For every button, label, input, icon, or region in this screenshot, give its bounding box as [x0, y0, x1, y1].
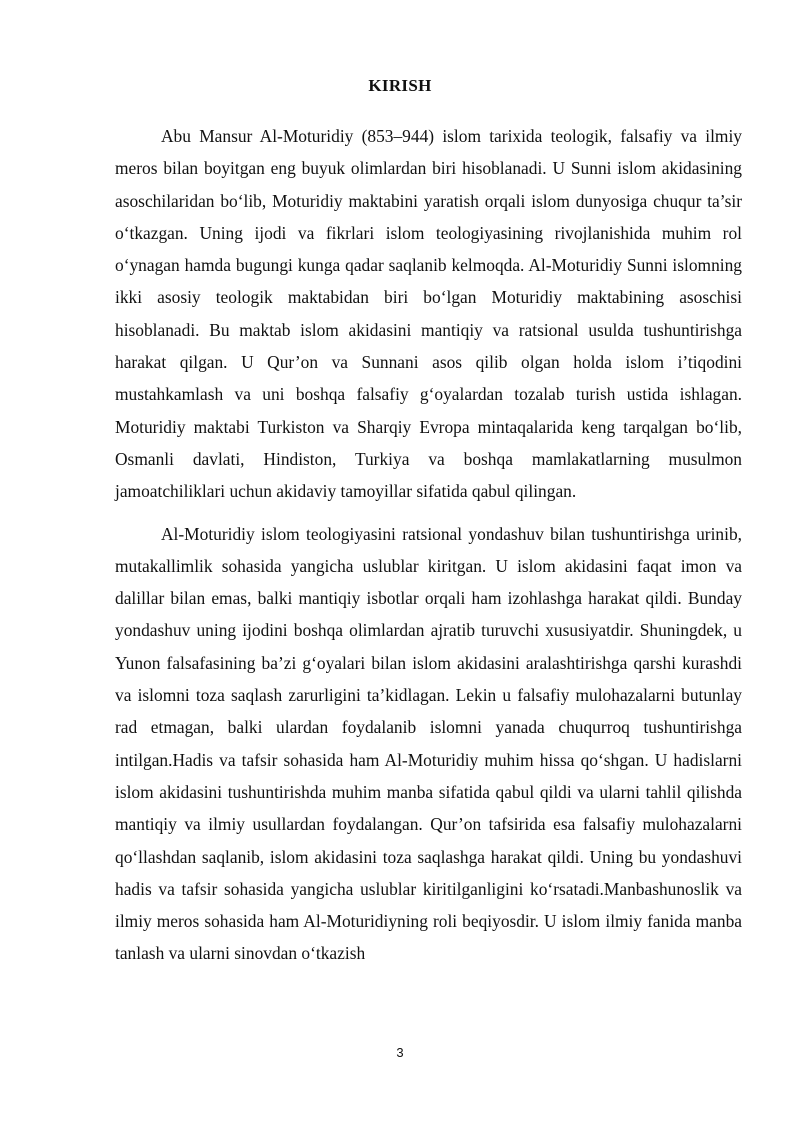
paragraph-1: Abu Mansur Al-Moturidiy (853–944) islom tarixida teologik, falsafiy va ilmiy meros bilan boyitgan eng buyuk olimlardan biri hisoblanadi. U Sunni islom akidasining asoschilaridan bo‘lib, Moturidiy maktabini yaratish orqali islom dunyosiga chuqur ta’sir o‘tkazgan. Uning ijodi va fikrlari islom teologiyasining rivojlanishida muhim rol o‘ynagan hamda bugungi kunga qadar saqlanib kelmoqda. Al-Moturidiy Sunni islomning ikki asosiy teologik maktabidan biri bo‘lgan Moturidiy maktabining asoschisi hisoblanadi. Bu maktab islom akidasini mantiqiy va ratsional usulda tushuntirishga harakat qilgan. U Qur’on va Sunnani asos qilib olgan holda islom i’tiqodini mustahkamlash va uni boshqa falsafiy g‘oyalardan tozalab turish ustida ishlagan. Moturidiy maktabi Turkiston va Sharqiy Evropa mintaqalarida keng tarqalgan bo‘lib, Osmanli davlati, Hindiston, Turkiya va boshqa mamlakatlarning musulmon jamoatchiliklari uchun akidaviy tamoyillar sifatida qabul qilingan.: [115, 126, 742, 502]
page-title: KIRISH: [368, 76, 432, 95]
paragraph-2: Al-Moturidiy islom teologiyasini ratsional yondashuv bilan tushuntirishga urinib, mutakallimlik sohasida yangicha uslublar kiritgan. U islom akidasini faqat imon va dalillar bilan emas, balki mantiqiy isbotlar orqali ham izohlashga harakat qildi. Bunday yondashuv uning ijodini boshqa olimlardan ajratib turuvchi xususiyatdir. Shuningdek, u Yunon falsafasining ba’zi g‘oyalari bilan islom akidasini aralashtirishga qarshi kurashdi va islomni toza saqlash zarurligini ta’kidlagan. Lekin u falsafiy mulohazalarni butunlay rad etmagan, balki ulardan foydalanib islomni yanada chuqurroq tushuntirishga intilgan.Hadis va tafsir sohasida ham Al-Moturidiy muhim hissa qo‘shgan. U hadislarni islom akidasini tushuntirishda muhim manba sifatida qabul qildi va ularni tahlil qilishda mantiqiy va ilmiy usullardan foydalangan. Qur’on tafsirida esa falsafiy mulohazalarni qo‘llashdan saqlanib, islom akidasini toza saqlashga harakat qildi. Uning bu yondashuvi hadis va tafsir sohasida yangicha uslublar kiritilganligini ko‘rsatadi.Manbashunoslik va ilmiy meros sohasida ham Al-Moturidiyning roli beqiyosdir. U islom ilmiy fanida manba tanlash va ularni sinovdan o‘tkazish: [115, 523, 742, 964]
page-number: 3: [396, 1045, 404, 1060]
document-body: [115, 120, 742, 970]
